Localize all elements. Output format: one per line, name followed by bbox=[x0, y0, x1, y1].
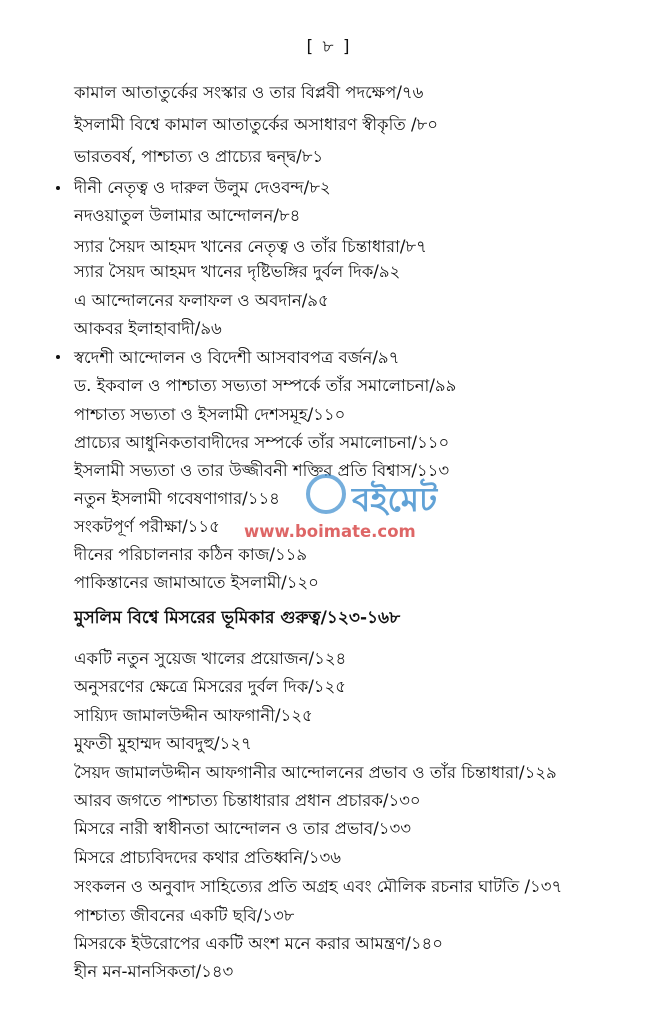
toc-entry: পাশ্চাত্য সভ্যতা ও ইসলামী দেশসমূহ/১১০ bbox=[74, 405, 346, 424]
toc-entry: আরব জগতে পাশ্চাত্য চিন্তাধারার প্রধান প্রচারক/১৩০ bbox=[74, 791, 421, 810]
toc-entry: মিসরকে ইউরোপের একটি অংশ মনে করার আমন্ত্রণ/১৪০ bbox=[74, 934, 443, 953]
toc-entry: স্যার সৈয়দ আহমদ খানের দৃষ্টিভঙ্গির দুর্বল দিক/৯২ bbox=[74, 262, 401, 281]
toc-entry: হীন মন-মানসিকতা/১৪৩ bbox=[74, 962, 234, 981]
toc-entry: আকবর ইলাহাবাদী/৯৬ bbox=[74, 319, 222, 338]
watermark-brand: বইমেট bbox=[352, 480, 438, 519]
toc-entry: সংকলন ও অনুবাদ সাহিত্যের প্রতি অগ্রহ এবং মৌলিক রচনার ঘাটতি /১৩৭ bbox=[74, 877, 563, 896]
toc-entry: এ আন্দোলনের ফলাফল ও অবদান/৯৫ bbox=[74, 291, 329, 310]
page-number: [ ৮ ] bbox=[306, 37, 352, 57]
toc-entry: সংকটপূর্ণ পরীক্ষা/১১৫ bbox=[74, 517, 220, 536]
toc-entry: অনুসরণের ক্ষেত্রে মিসরের দুর্বল দিক/১২৫ bbox=[74, 677, 346, 696]
toc-entry: সায়্যিদ জামালউদ্দীন আফগানী/১২৫ bbox=[74, 706, 313, 725]
toc-entry: স্যার সৈয়দ আহমদ খানের নেতৃত্ব ও তাঁর চিন্তাধারা/৮৭ bbox=[74, 237, 427, 256]
toc-entry: মিসরে প্রাচ্যবিদদের কথার প্রতিধ্বনি/১৩৬ bbox=[74, 848, 341, 867]
toc-entry: নতুন ইসলামী গবেষণাগার/১১৪ bbox=[74, 489, 280, 508]
toc-entry: কামাল আতাতুর্কের সংস্কার ও তার বিপ্লবী পদক্ষেপ/৭৬ bbox=[74, 83, 424, 102]
toc-entry: মিসরে নারী স্বাধীনতা আন্দোলন ও তার প্রভাব/১৩৩ bbox=[74, 819, 411, 838]
toc-entry: দীনের পরিচালনার কঠিন কাজ/১১৯ bbox=[74, 545, 308, 564]
margin-dot bbox=[56, 186, 60, 190]
toc-entry: একটি নতুন সুয়েজ খালের প্রয়োজন/১২৪ bbox=[74, 649, 347, 668]
toc-entry: পাশ্চাত্য জীবনের একটি ছবি/১৩৮ bbox=[74, 906, 295, 925]
watermark-url: www.boimate.com bbox=[244, 522, 416, 541]
toc-entry: ইসলামী বিশ্বে কামাল আতাতুর্কের অসাধারণ স্বীকৃতি /৮০ bbox=[74, 115, 438, 134]
toc-entry: ইসলামী সভ্যতা ও তার উজ্জীবনী শক্তির প্রতি বিশ্বাস/১১৩ bbox=[74, 461, 450, 480]
toc-entry: ভারতবর্ষ, পাশ্চাত্য ও প্রাচ্যের দ্বন্দ্ব/৮১ bbox=[74, 147, 324, 166]
toc-entry: ড. ইকবাল ও পাশ্চাত্য সভ্যতা সম্পর্কে তাঁর সমালোচনা/৯৯ bbox=[74, 376, 457, 395]
toc-entry: সৈয়দ জামালউদ্দীন আফগানীর আন্দোলনের প্রভাব ও তাঁর চিন্তাধারা/১২৯ bbox=[74, 763, 557, 782]
toc-entry: দীনী নেতৃত্ব ও দারুল উলুম দেওবন্দ/৮২ bbox=[74, 178, 331, 197]
margin-dot bbox=[56, 355, 60, 359]
toc-entry: স্বদেশী আন্দোলন ও বিদেশী আসবাবপত্র বর্জন/৯৭ bbox=[74, 348, 400, 367]
section-heading: মুসলিম বিশ্বে মিসরের ভূমিকার গুরুত্ব/১২৩-১৬৮ bbox=[74, 608, 401, 628]
toc-entry: নদওয়াতুল উলামার আন্দোলন/৮৪ bbox=[74, 206, 301, 225]
toc-entry: প্রাচ্যের আধুনিকতাবাদীদের সম্পর্কে তাঁর সমালোচনা/১১০ bbox=[74, 433, 450, 452]
toc-entry: পাকিস্তানের জামাআতে ইসলামী/১২০ bbox=[74, 573, 319, 592]
toc-entry: মুফতী মুহাম্মদ আবদুহু/১২৭ bbox=[74, 734, 252, 753]
